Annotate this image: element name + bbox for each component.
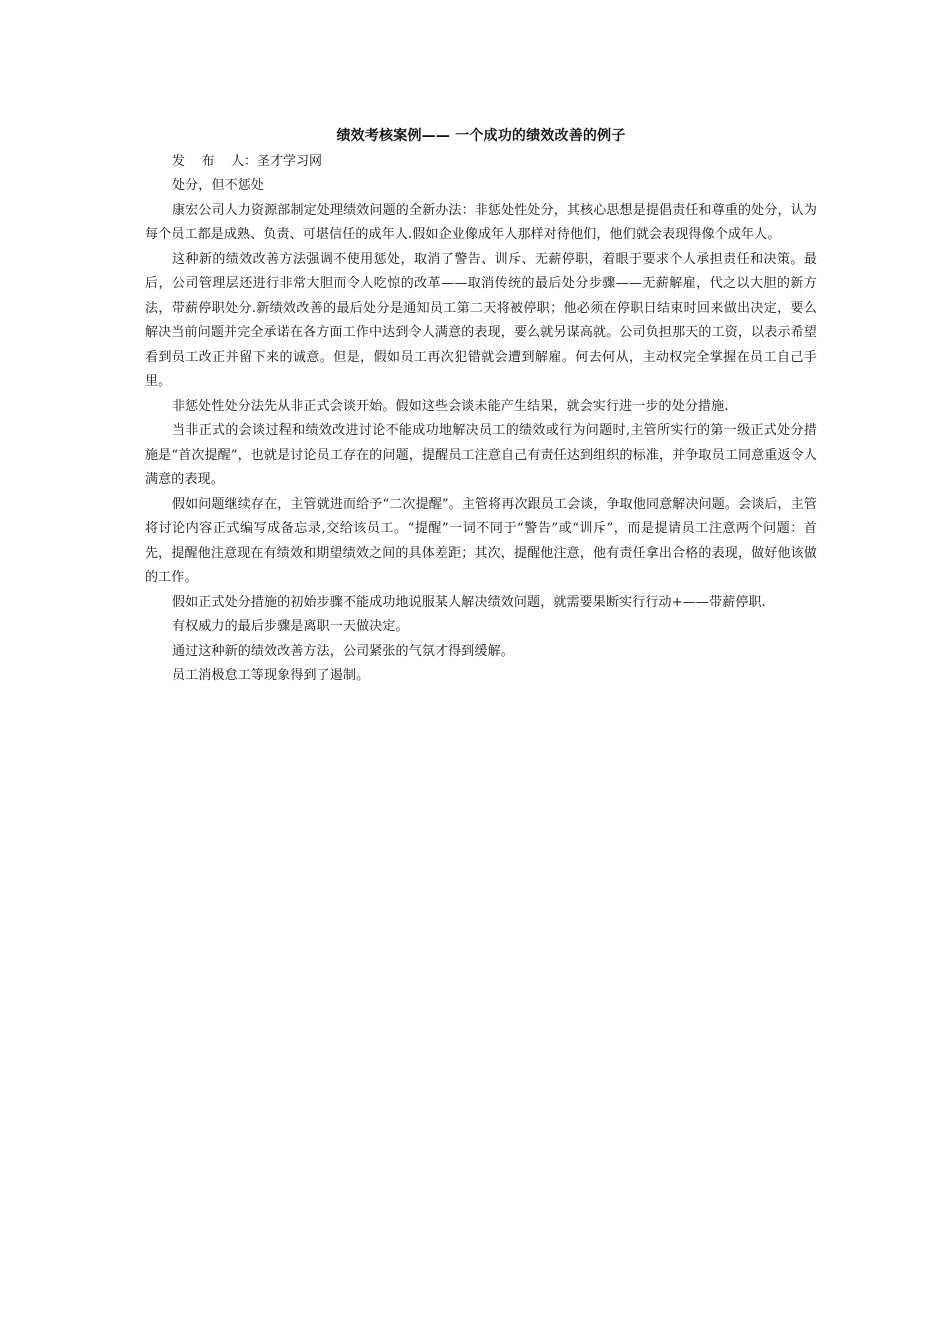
paragraph-3: 这种新的绩效改善方法强调不使用惩处，取消了警告、训斥、无薪停职，着眼于要求个人承担责任和决策。最后，公司管理层还进行非常大胆而令人吃惊的改革——取消传统的最后处分步骤——无薪解雇，代之以大胆的新方法，带薪停职处分.新绩效改善的最后处分是通知员工第二天将被停职；他必须在停职日结束时回来做出决定，要么解决当前问题并完全承诺在各方面工作中达到令人满意的表现，要么就另谋高就。公司负担那天的工资，以表示希望看到员工改正并留下来的诚意。但是，假如员工再次犯错就会遭到解雇。何去何从，主动权完全掌握在员工自己手里。 <box>145 251 817 389</box>
document-page <box>145 126 817 689</box>
paragraph-4: 非惩处性处分法先从非正式会谈开始。假如这些会谈未能产生结果，就会实行进一步的处分措施. <box>172 398 729 414</box>
paragraph-7: 假如正式处分措施的初始步骤不能成功地说服某人解决绩效问题，就需要果断实行行动+——带薪停职. <box>172 594 766 610</box>
paragraph-2: 康宏公司人力资源部制定处理绩效问题的全新办法：非惩处性处分，其核心思想是提倡责任和尊重的处分，认为每个员工都是成熟、负责、可堪信任的成年人.假如企业像成年人那样对待他们，他们就会表现得像个成年人。 <box>145 202 817 242</box>
paragraph-6: 假如问题继续存在，主管就进而给予“二次提醒”。主管将再次跟员工会谈，争取他同意解决问题。会谈后，主管将讨论内容正式编写成备忘录,交给该员工。“提醒”一词不同于“警告”或“训斥”，而是提请员工注意两个问题：首先，提醒他注意现在有绩效和期望绩效之间的具体差距；其次，提醒他注意，他有责任拿出合格的表现，做好他该做的工作。 <box>145 496 817 585</box>
document-title: 绩效考核案例—— 一个成功的绩效改善的例子 <box>336 128 626 144</box>
paragraph-10: 员工消极怠工等现象得到了遏制。 <box>172 668 370 683</box>
paragraph-1: 处分，但不惩处 <box>172 178 265 193</box>
paragraph-8: 有权威力的最后步骤是离职一天做决定。 <box>172 619 409 634</box>
paragraph-5: 当非正式的会谈过程和绩效改进讨论不能成功地解决员工的绩效或行为问题时,主管所实行的第一级正式处分措施是“首次提醒”，也就是讨论员工存在的问题，提醒员工注意自己有责任达到组织的标准，并争取员工同意重返令人满意的表现。 <box>145 423 817 487</box>
publisher-line: 发 布 人：圣才学习网 <box>172 154 323 169</box>
paragraph-9: 通过这种新的绩效改善方法，公司紧张的气氛才得到缓解。 <box>172 643 514 659</box>
